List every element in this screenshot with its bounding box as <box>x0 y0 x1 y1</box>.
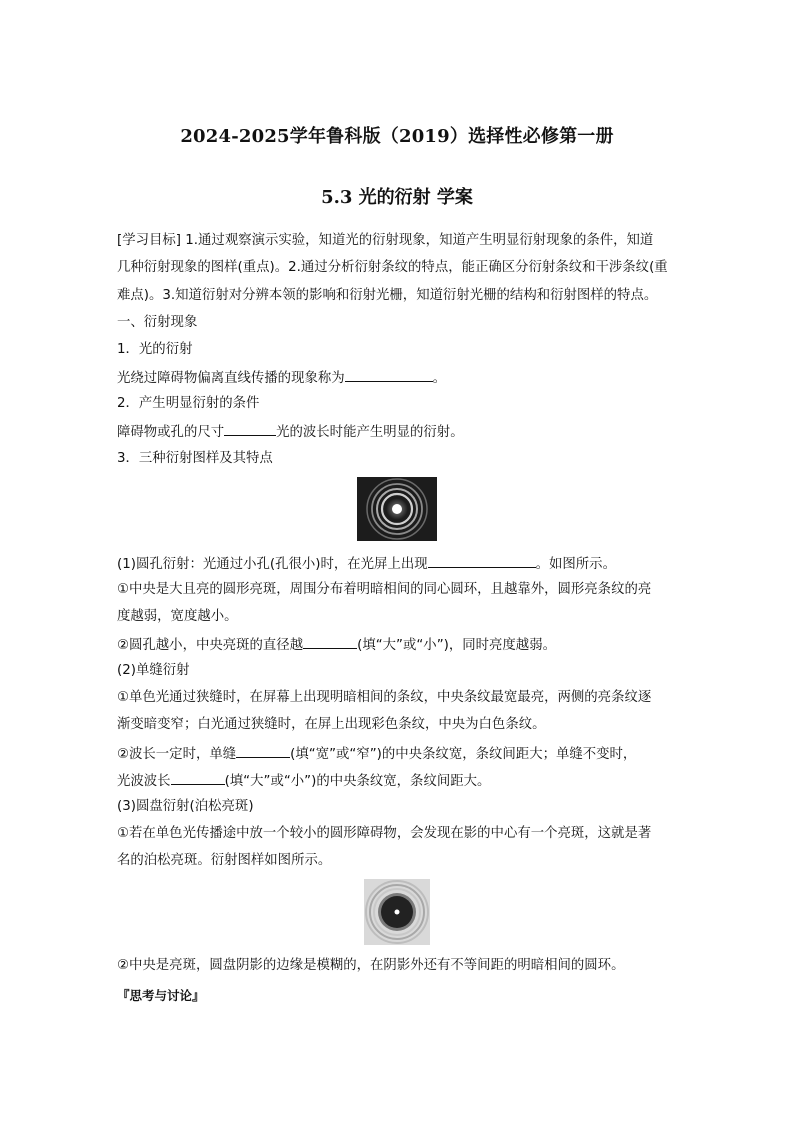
paragraph-line: ①单色光通过狭缝时，在屏幕上出现明暗相间的条纹，中央条纹最宽最亮，两侧的亮条纹逐 <box>117 690 652 705</box>
fill-blank[interactable] <box>171 771 225 785</box>
circular-hole-diffraction-image <box>357 477 437 541</box>
text-segment: 。 <box>432 371 447 386</box>
section-heading: 一、衍射现象 <box>117 315 198 330</box>
text-segment: ②波长一定时，单缝 <box>117 747 237 762</box>
item-heading: 2．产生明显衍射的条件 <box>117 396 260 411</box>
fill-blank[interactable] <box>345 368 433 382</box>
text-segment: (填“宽”或“窄”)的中央条纹宽，条纹间距大；单缝不变时， <box>290 747 637 762</box>
text-segment: 光绕过障碍物偏离直线传播的现象称为 <box>117 371 345 386</box>
paragraph <box>117 554 616 574</box>
objectives-line-1: [学习目标] 1.通过观察演示实验，知道光的衍射现象，知道产生明显衍射现象的条件，知道 <box>117 233 654 248</box>
paragraph-line: 度越弱，宽度越小。 <box>117 609 238 624</box>
fill-blank[interactable] <box>224 422 276 436</box>
objectives-line-3: 难点)。3.知道衍射对分辨本领的影响和衍射光栅，知道衍射光栅的结构和衍射图样的特点。 <box>117 288 658 303</box>
fill-blank[interactable] <box>428 554 536 568</box>
paragraph-line: 渐变暗变窄；白光通过狭缝时，在屏上出现彩色条纹，中央为白色条纹。 <box>117 717 546 732</box>
paragraph-line: ①中央是大且亮的圆形亮斑，周围分布着明暗相间的同心圆环，且越靠外，圆形亮条纹的亮 <box>117 582 652 597</box>
paragraph-line: ①若在单色光传播途中放一个较小的圆形障碍物，会发现在影的中心有一个亮斑，这就是著 <box>117 826 652 841</box>
text-segment: (1)圆孔衍射：光通过小孔(孔很小)时，在光屏上出现 <box>117 557 428 572</box>
document-title: 2024-2025学年鲁科版（2019）选择性必修第一册 <box>180 126 614 147</box>
paragraph <box>117 744 636 764</box>
paragraph <box>117 635 556 655</box>
paragraph-line: 名的泊松亮斑。衍射图样如图所示。 <box>117 853 332 868</box>
text-segment: 光的波长时能产生明显的衍射。 <box>276 425 464 440</box>
fill-blank[interactable] <box>236 744 290 758</box>
item-heading: 1．光的衍射 <box>117 342 193 357</box>
item-heading: 3．三种衍射图样及其特点 <box>117 451 273 466</box>
text-segment: (填“大”或“小”)的中央条纹宽，条纹间距大。 <box>224 774 491 789</box>
document-subtitle: 5.3 光的衍射 学案 <box>321 187 473 208</box>
paragraph <box>117 771 490 791</box>
paragraph <box>117 422 464 442</box>
fill-blank[interactable] <box>303 635 357 649</box>
paragraph <box>117 368 446 388</box>
text-segment: 光波波长 <box>117 774 171 789</box>
discussion-heading: 『思考与讨论』 <box>117 988 205 1003</box>
objectives-line-2: 几种衍射现象的图样(重点)。2.通过分析衍射条纹的特点，能正确区分衍射条纹和干涉条纹(重 <box>117 260 668 275</box>
item-heading: (3)圆盘衍射(泊松亮斑) <box>117 799 254 814</box>
text-segment: ②圆孔越小，中央亮斑的直径越 <box>117 638 304 653</box>
text-segment: (填“大”或“小”)，同时亮度越弱。 <box>357 638 556 653</box>
poisson-spot-diffraction-image <box>364 879 430 945</box>
text-segment: 障碍物或孔的尺寸 <box>117 425 225 440</box>
text-segment: 。如图所示。 <box>535 557 616 572</box>
paragraph-line: ②中央是亮斑，圆盘阴影的边缘是模糊的，在阴影外还有不等间距的明暗相间的圆环。 <box>117 958 625 973</box>
item-heading: (2)单缝衍射 <box>117 663 190 678</box>
